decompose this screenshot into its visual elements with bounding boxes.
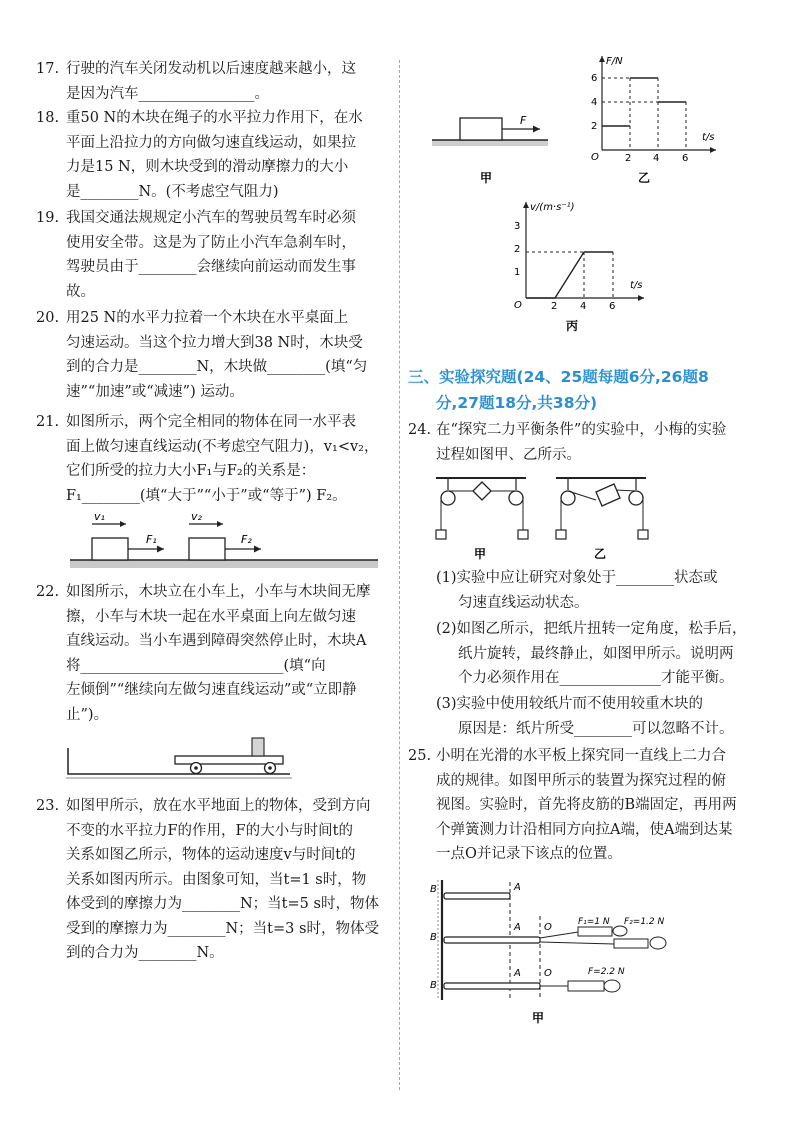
question-number: 18.: [36, 110, 60, 126]
block-a: [252, 738, 264, 756]
weight: [638, 530, 648, 539]
y-tick: 2: [514, 244, 521, 255]
question-line: 平面上沿拉力的方向做匀速直线运动，如果拉: [66, 134, 356, 151]
question-line: 重50 N的木块在绳子的水平拉力作用下，在水: [66, 110, 363, 126]
question-line: 速”“加速”或“减速”) 运动。: [66, 383, 244, 400]
velocity-segment: [555, 252, 584, 298]
question-line: 一点O并记录下该点的位置。: [436, 846, 622, 862]
ground-hatch: [70, 560, 378, 568]
label-o: O: [544, 922, 552, 933]
question-line: 它们所受的拉力大小F₁与F₂的关系是：: [66, 463, 316, 479]
force-label: F: [520, 114, 527, 127]
question-line: 直线运动。当小车遇到障碍突然停止时，木块A: [66, 633, 367, 649]
spring-scale: [578, 927, 612, 936]
x-tick: 6: [609, 301, 616, 312]
caption-yi: 乙: [638, 171, 651, 185]
question-line: 用25 N的水平力拉着一个木块在水平桌面上: [66, 310, 349, 326]
question-line: 是________N。(不考虑空气阻力): [66, 183, 279, 200]
y-tick: 4: [591, 97, 598, 108]
question-number: 19.: [36, 210, 60, 226]
q24-sub-1: [436, 566, 776, 616]
question-line: 受到的摩擦力为________N；当t=3 s时，物体受: [66, 920, 379, 937]
x-tick: 6: [682, 153, 689, 164]
label-o: O: [544, 968, 552, 979]
q23-figure-jia: [430, 110, 550, 186]
x-tick: 2: [625, 153, 632, 164]
y-axis-label: v/(m·s⁻¹): [530, 202, 575, 213]
f1-label: F₁: [146, 533, 157, 546]
q25-figure: [428, 876, 688, 1026]
question-line: 关系如图乙所示，物体的运动速度v与时间t的: [66, 847, 356, 863]
q24-sub-3: [436, 692, 776, 742]
caption-jia: 甲: [480, 171, 493, 185]
question-line: 将____________________________(填“向: [66, 657, 326, 674]
hand: [604, 980, 620, 992]
q23-figure-bing: [506, 196, 656, 334]
origin-label: O: [514, 300, 522, 311]
card: [596, 484, 620, 506]
question-number: 23.: [36, 798, 60, 814]
pulley: [509, 491, 523, 505]
x-tick: 4: [580, 301, 587, 312]
question-line: 到的合力为________N。: [66, 945, 224, 961]
question-line: 过程如图甲、乙所示。: [436, 446, 581, 463]
x-axis-label: t/s: [702, 132, 715, 143]
question-line: 个弹簧测力计沿相同方向拉A端，使A端到达某: [436, 821, 733, 838]
weight: [436, 530, 446, 539]
question-number: 17.: [36, 61, 60, 77]
question-21: [36, 410, 396, 510]
rubber-band: [444, 983, 540, 989]
question-line: 左倾倒”“继续向左做匀速直线运动”或“立即静: [66, 682, 357, 698]
spring-scale: [614, 939, 648, 948]
block: [460, 118, 502, 140]
card: [473, 482, 491, 500]
question-18: [36, 106, 396, 206]
f1-label: F₁=1 N: [578, 917, 610, 927]
yi-plot-area: [602, 78, 686, 150]
hand: [650, 937, 666, 949]
y-axis-label: F/N: [606, 56, 623, 67]
v1-label: v₁: [94, 510, 105, 523]
section-line: 三、实验探究题(24、25题每题6分,26题8: [408, 368, 709, 386]
question-number: 20.: [36, 310, 60, 326]
rubber-band: [444, 893, 510, 899]
question-number: 22.: [36, 584, 60, 600]
f2-label: F₂=1.2 N: [624, 917, 665, 927]
question-line: 止”)。: [66, 706, 109, 723]
question-line: 匀速运动。当这个拉力增大到38 N时，木块受: [66, 334, 363, 351]
question-line: 小明在光滑的水平板上探究同一直线上二力合: [436, 748, 726, 764]
caption-bing: 丙: [566, 319, 579, 333]
q24-sub-2: [436, 617, 776, 692]
x-tick: 4: [653, 153, 660, 164]
question-line: 体受到的摩擦力为________N；当t=5 s时，物体: [66, 896, 379, 912]
question-line: 使用安全带。这是为了防止小汽车急刹车时，: [66, 234, 356, 251]
caption-jia: 甲: [474, 547, 487, 561]
question-line: 在“探究二力平衡条件”的实验中，小梅的实验: [436, 422, 727, 438]
question-line: 个力必须作用在______________才能平衡。: [458, 670, 734, 686]
question-line: (2)如图乙所示，把纸片扭转一定角度，松手后，: [436, 621, 747, 637]
question-line: 如图所示，两个完全相同的物体在同一水平表: [66, 414, 356, 430]
question-20: [36, 306, 396, 406]
question-line: 驾驶员由于________会继续向前运动而发生事: [66, 259, 356, 275]
question-line: 原因是：纸片所受________可以忽略不计。: [458, 720, 734, 737]
question-line: 擦，小车与木块一起在水平桌面上向左做匀速: [66, 608, 356, 625]
v2-label: v₂: [191, 510, 202, 523]
question-23: [36, 794, 396, 969]
question-17: [36, 57, 396, 107]
caption-jia: 甲: [532, 1011, 545, 1025]
question-line: 关系如图丙所示。由图象可知，当t=1 s时，物: [66, 871, 367, 888]
y-tick: 6: [591, 73, 598, 84]
question-line: (1)实验中应让研究对象处于________状态或: [436, 570, 718, 586]
label-b: B: [430, 932, 437, 943]
caption-yi: 乙: [594, 547, 607, 561]
q23-figure-yi: [586, 50, 726, 186]
question-24: [408, 418, 768, 468]
y-tick: 3: [514, 221, 521, 232]
f-label: F=2.2 N: [588, 967, 625, 977]
label-b: B: [430, 884, 437, 895]
question-line: 视图。实验时，首先将皮筋的B端固定，再用两: [436, 797, 737, 813]
question-19: [36, 206, 396, 306]
label-b: B: [430, 980, 437, 991]
question-line: 不变的水平拉力F的作用，F的大小与时间t的: [66, 822, 353, 839]
q24-figure: [430, 470, 660, 562]
rubber-band: [444, 937, 540, 943]
question-line: 如图所示，木块立在小车上，小车与木块间无摩: [66, 584, 371, 600]
y-tick: 2: [591, 121, 598, 132]
block-1: [92, 538, 128, 560]
weight: [556, 530, 566, 539]
question-number: 24.: [408, 422, 432, 438]
question-line: 我国交通法规规定小汽车的驾驶员驾车时必须: [66, 210, 356, 226]
question-line: 纸片旋转，最终静止，如图甲所示。说明两: [458, 645, 734, 662]
label-a: A: [514, 882, 521, 893]
question-25: [408, 744, 768, 869]
y-tick: 1: [514, 267, 521, 278]
f2-label: F₂: [241, 533, 252, 546]
block-2: [189, 538, 225, 560]
question-line: 力是15 N，则木块受到的滑动摩擦力的大小: [66, 159, 349, 175]
question-line: 成的规律。如图甲所示的装置为探究过程的俯: [436, 772, 726, 789]
bing-plot-area: [526, 252, 613, 298]
question-22: [36, 580, 396, 730]
q22-figure: [60, 734, 300, 784]
question-line: 匀速直线运动状态。: [458, 594, 589, 611]
column-divider: [399, 60, 400, 1090]
question-line: F₁________(填“大于”“小于”或“等于”) F₂。: [66, 487, 347, 504]
question-line: 面上做匀速直线运动(不考虑空气阻力)，v₁<v₂，: [66, 438, 379, 455]
section-line: 分,27题18分,共38分): [436, 394, 598, 412]
question-line: 是因为汽车________________。: [66, 85, 269, 102]
question-line: 行驶的汽车关闭发动机以后速度越来越小，这: [66, 61, 356, 77]
q21-figure: [64, 508, 384, 572]
label-a: A: [514, 968, 521, 979]
question-line: (3)实验中使用较纸片而不使用较重木块的: [436, 696, 704, 712]
x-axis-label: t/s: [630, 280, 643, 291]
pulley: [629, 491, 643, 505]
x-tick: 2: [551, 301, 558, 312]
section-heading: [408, 364, 768, 416]
hand: [613, 926, 627, 936]
origin-label: O: [591, 152, 599, 163]
question-line: 到的合力是________N，木块做________(填“匀: [66, 359, 368, 375]
question-number: 21.: [36, 414, 60, 430]
question-line: 故。: [66, 283, 95, 300]
weight: [518, 530, 528, 539]
question-line: 如图甲所示，放在水平地面上的物体，受到方向: [66, 798, 371, 814]
label-a: A: [514, 922, 521, 933]
spring-scale: [568, 981, 604, 991]
pulley: [441, 491, 455, 505]
question-number: 25.: [408, 748, 432, 764]
